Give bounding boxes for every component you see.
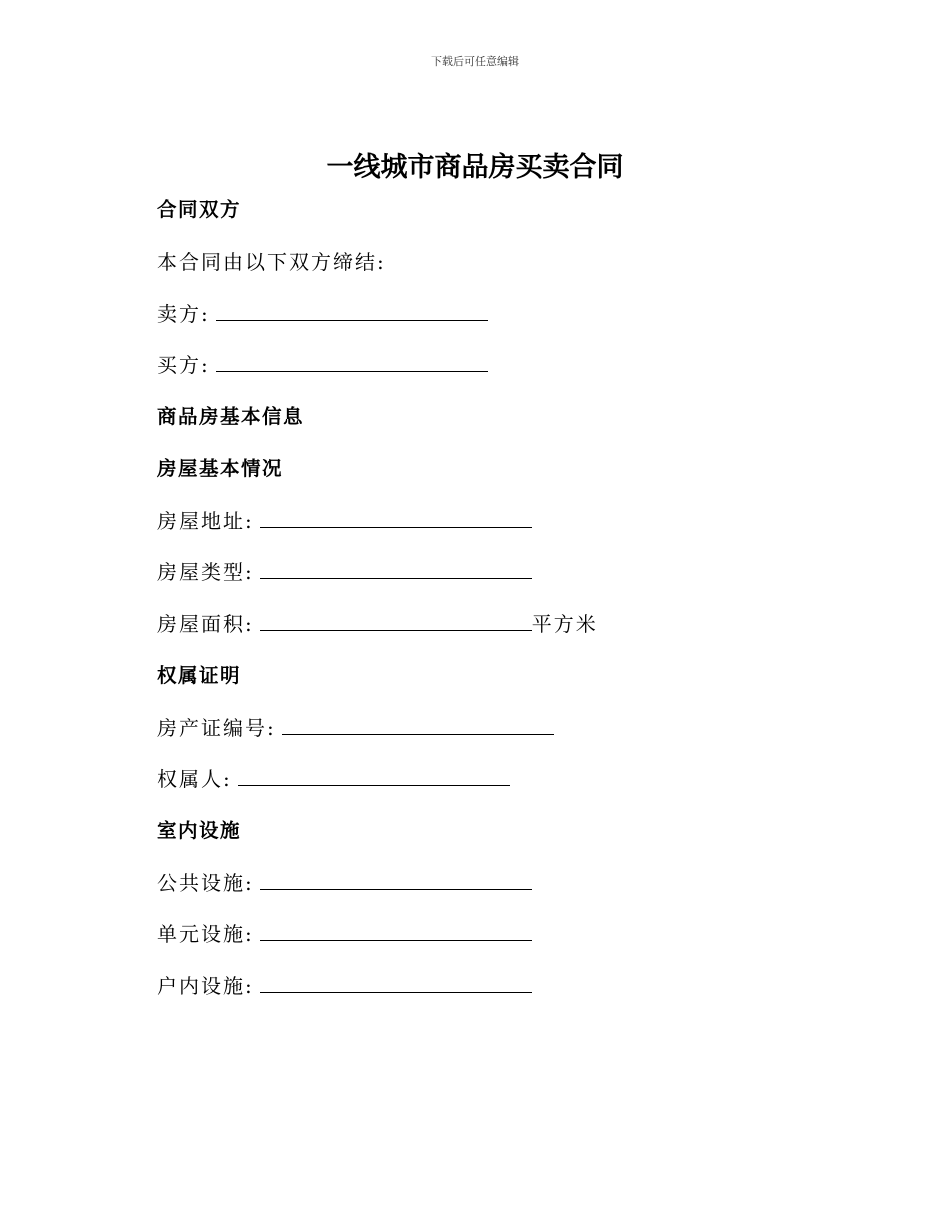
household-facilities-label: 户内设施: [157, 974, 254, 998]
address-row [157, 506, 532, 536]
public-facilities-label: 公共设施: [157, 871, 254, 895]
section-heading-ownership: 权属证明 [157, 664, 242, 687]
area-blank-line[interactable] [260, 612, 532, 631]
certificate-blank-line[interactable] [282, 716, 554, 735]
type-label: 房屋类型: [157, 560, 254, 584]
public-facilities-blank-line[interactable] [260, 871, 532, 890]
buyer-row [157, 350, 488, 380]
header-note: 下载后可任意编辑 [431, 55, 519, 68]
type-blank-line[interactable] [260, 560, 532, 579]
area-label: 房屋面积: [157, 612, 254, 636]
owner-row [157, 764, 510, 794]
owner-blank-line[interactable] [238, 767, 510, 786]
unit-facilities-row [157, 919, 532, 949]
section-heading-property-info: 商品房基本信息 [157, 405, 305, 428]
unit-facilities-blank-line[interactable] [260, 922, 532, 941]
parties-intro: 本合同由以下双方缔结: [157, 250, 386, 274]
household-facilities-row [157, 971, 532, 1001]
certificate-row [157, 713, 554, 743]
section-heading-basic: 房屋基本情况 [157, 457, 284, 480]
seller-label: 卖方: [157, 302, 210, 326]
document-title: 一线城市商品房买卖合同 [326, 152, 624, 183]
section-heading-facilities: 室内设施 [157, 819, 242, 842]
address-blank-line[interactable] [260, 509, 532, 528]
section-heading-parties: 合同双方 [157, 198, 242, 221]
area-row [157, 609, 598, 639]
seller-row [157, 299, 488, 329]
certificate-label: 房产证编号: [157, 716, 276, 740]
buyer-blank-line[interactable] [216, 353, 488, 372]
address-label: 房屋地址: [157, 509, 254, 533]
buyer-label: 买方: [157, 353, 210, 377]
type-row [157, 557, 532, 587]
owner-label: 权属人: [157, 767, 232, 791]
seller-blank-line[interactable] [216, 302, 488, 321]
public-facilities-row [157, 868, 532, 898]
household-facilities-blank-line[interactable] [260, 974, 532, 993]
area-unit: 平方米 [531, 612, 598, 636]
unit-facilities-label: 单元设施: [157, 922, 254, 946]
